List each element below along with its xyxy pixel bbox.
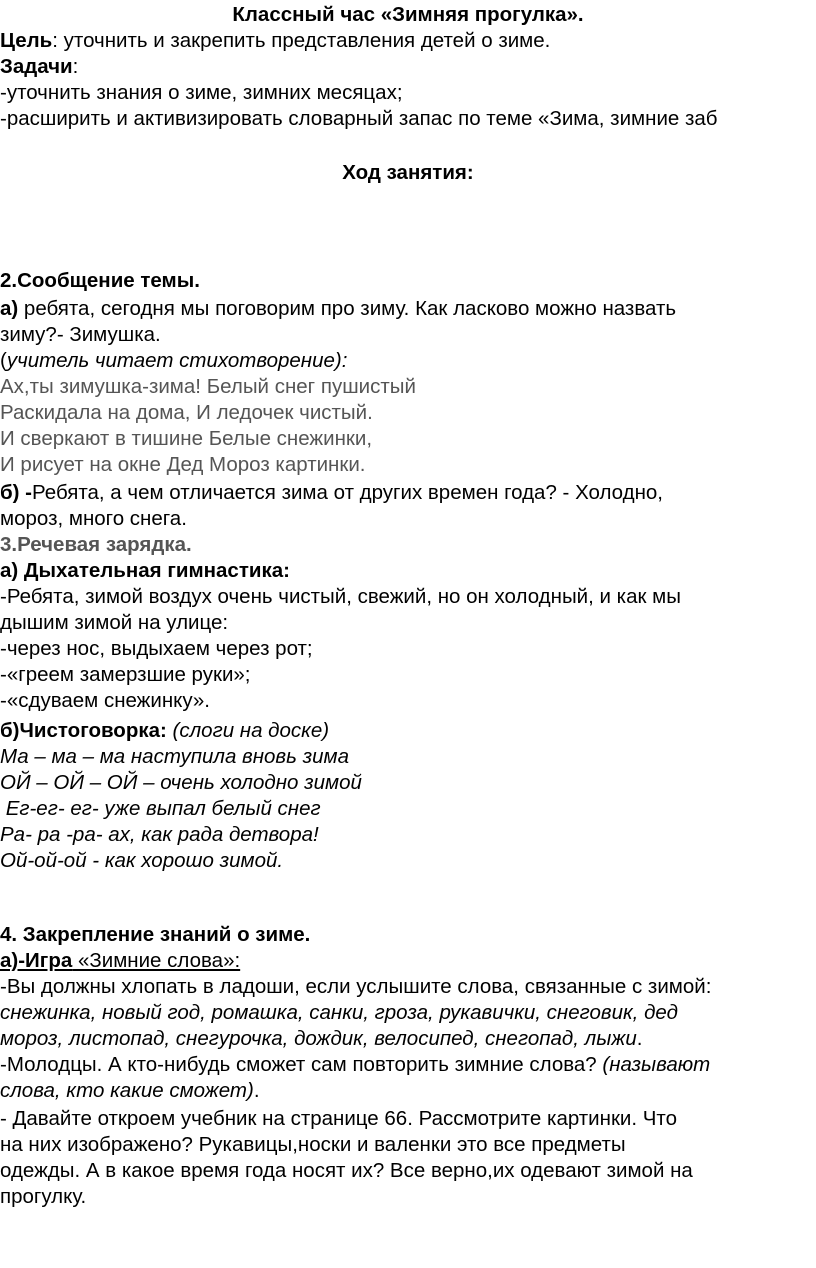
- textbook-line: прогулку.: [0, 1185, 87, 1208]
- breathing-line: -Ребята, зимой воздух очень чистый, свежий, но он холодный, и как мы: [0, 585, 681, 608]
- section-2-heading: 2.Сообщение темы.: [0, 269, 200, 292]
- task-item: -расширить и активизировать словарный запас по теме «Зима, зимние заб: [0, 107, 718, 130]
- tasks-label: Задачи: [0, 55, 73, 78]
- section-2-b-line: б) -Ребята, а чем отличается зима от других времен года? - Холодно,: [0, 481, 663, 504]
- breathing-line: -через нос, выдыхаем через рот;: [0, 637, 313, 660]
- goal-line: Цель: уточнить и закрепить представления детей о зиме.: [0, 29, 551, 52]
- winter-words-line: снежинка, новый год, ромашка, санки, гроза, рукавички, снеговик, дед: [0, 1001, 678, 1024]
- poem-line: И рисует на окне Дед Мороз картинки.: [0, 453, 366, 476]
- poem-line: Ах,ты зимушка-зима! Белый снег пушистый: [0, 375, 416, 398]
- tongue-twister-line: Ой-ой-ой - как хорошо зимой.: [0, 849, 284, 872]
- section-4-heading: 4. Закрепление знаний о зиме.: [0, 923, 311, 946]
- teacher-note: (учитель читает стихотворение):: [0, 349, 348, 372]
- poem-line: Раскидала на дома, И ледочек чистый.: [0, 401, 373, 424]
- textbook-line: - Давайте откроем учебник на странице 66. Рассмотрите картинки. Что: [0, 1107, 677, 1130]
- section-2-b-line-2: мороз, много снега.: [0, 507, 187, 530]
- game-label: а)-Игра: [0, 949, 73, 972]
- item-a-label: а): [0, 297, 19, 320]
- poem-line: И сверкают в тишине Белые снежинки,: [0, 427, 373, 450]
- breathing-line: -«сдуваем снежинку».: [0, 689, 210, 712]
- winter-words-line: мороз, листопад, снегурочка, дождик, велосипед, снегопад, лыжи.: [0, 1027, 643, 1050]
- section-2-a-line-2: зиму?- Зимушка.: [0, 323, 161, 346]
- textbook-line: одежды. А в какое время года носят их? Все верно,их одевают зимой на: [0, 1159, 693, 1182]
- section-2-a-line: а) ребята, сегодня мы поговорим про зиму. Как ласково можно назвать: [0, 297, 677, 320]
- tasks-label-line: Задачи:: [0, 55, 79, 78]
- game-heading: [0, 948, 240, 974]
- game-instruction: -Вы должны хлопать в ладоши, если услышите слова, связанные с зимой:: [0, 975, 712, 998]
- breathing-heading: а) Дыхательная гимнастика:: [0, 559, 290, 582]
- item-b-label: б) -: [0, 481, 33, 504]
- game-name: «Зимние слова»:: [72, 949, 241, 972]
- textbook-line: на них изображено? Рукавицы,носки и валенки это все предметы: [0, 1133, 626, 1156]
- progress-heading: Ход занятия:: [342, 161, 474, 184]
- breathing-line: -«греем замерзшие руки»;: [0, 663, 251, 686]
- breathing-line: дышим зимой на улице:: [0, 611, 229, 634]
- praise-line-2: слова, кто какие сможет).: [0, 1079, 260, 1102]
- praise-line: -Молодцы. А кто-нибудь сможет сам повторить зимние слова? (называют: [0, 1053, 711, 1076]
- task-item: -уточнить знания о зиме, зимних месяцах;: [0, 81, 403, 104]
- goal-label: Цель: [0, 29, 53, 52]
- tongue-twister-line: Ег-ег- ег- уже выпал белый снег: [0, 797, 321, 820]
- section-3-heading: 3.Речевая зарядка.: [0, 533, 192, 556]
- tongue-twister-line: ОЙ – ОЙ – ОЙ – очень холодно зимой: [0, 771, 362, 794]
- tongue-twister-heading: б)Чистоговорка: (слоги на доске): [0, 719, 330, 742]
- tongue-twister-line: Ма – ма – ма наступила вновь зима: [0, 745, 349, 768]
- document-title: Классный час «Зимняя прогулка».: [232, 3, 584, 26]
- tongue-twister-line: Ра- ра -ра- ах, как рада детвора!: [0, 823, 319, 846]
